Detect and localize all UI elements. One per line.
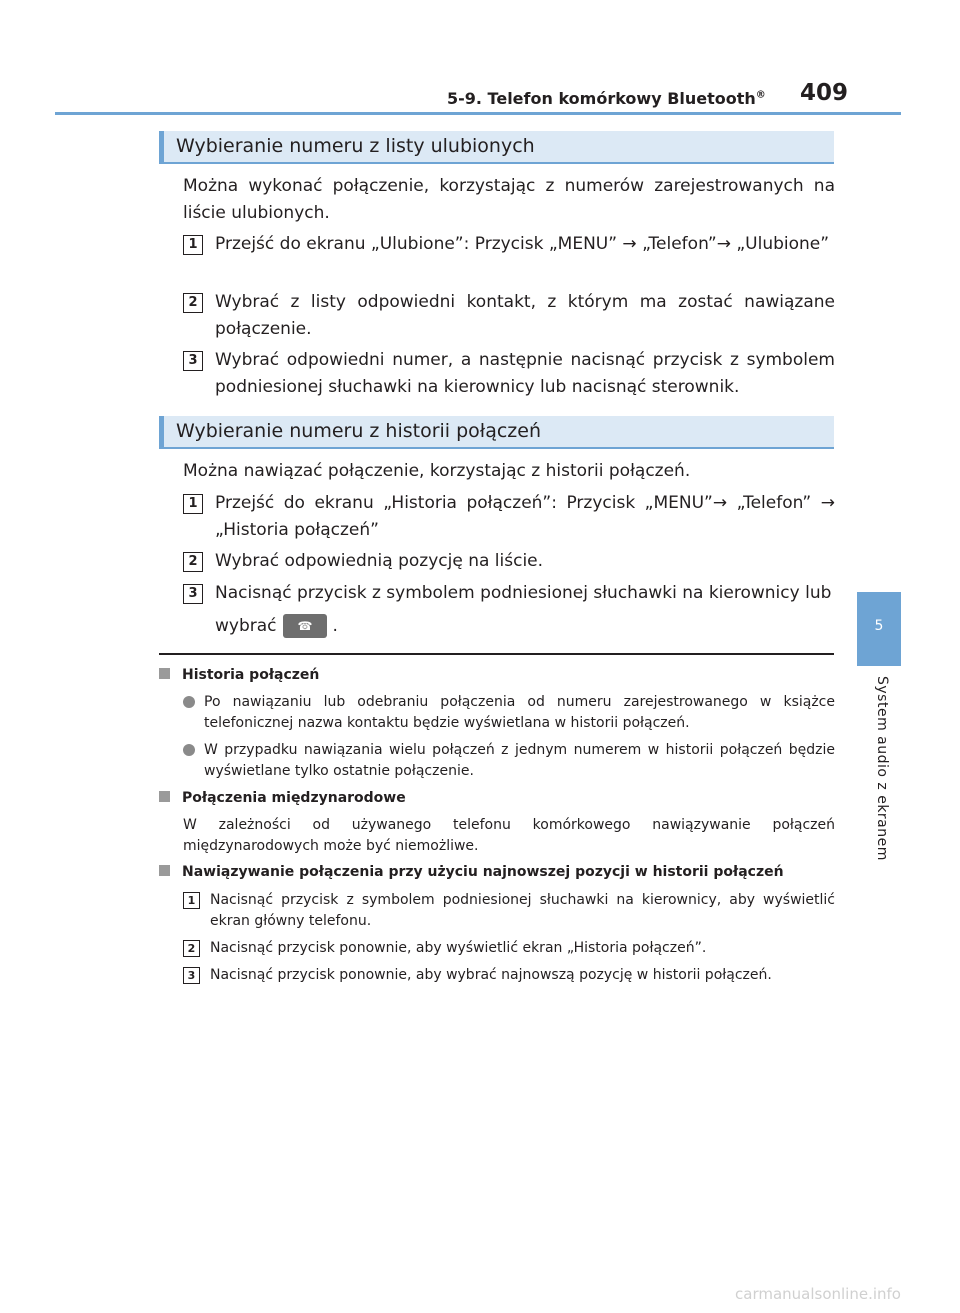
square-bullet-icon: [159, 791, 170, 802]
chapter-title: 5-9. Telefon komórkowy Bluetooth: [447, 89, 756, 108]
chapter-tab: [857, 592, 901, 666]
section1-step-2: [183, 289, 835, 343]
step-text: Nacisnąć przycisk z symbolem podniesionej słuchawki na kierownicy, aby wyświetlić ekran główny telefonu.: [210, 892, 835, 929]
section1-step-1: [183, 231, 835, 258]
note-title: Historia połączeń: [182, 667, 320, 683]
phone-handset-icon: ☎: [283, 614, 327, 638]
note-title: Połączenia międzynarodowe: [182, 790, 406, 806]
chapter-tab-number: 5: [874, 618, 884, 634]
step-text: Nacisnąć przycisk ponownie, aby wyświetlić ekran „Historia połączeń”.: [210, 940, 707, 956]
step-text: [215, 580, 835, 640]
note-heading-international: [159, 790, 406, 806]
step-text-end: .: [332, 616, 338, 636]
square-bullet-icon: [159, 865, 170, 876]
watermark: carmanualsonline.info: [735, 1285, 901, 1303]
bullet-text: W przypadku nawiązania wielu połączeń z jednym numerem w historii połączeń będzie wyświetlane tylko ostatnie połączenie.: [204, 742, 835, 779]
note-recent-step-3: [183, 965, 835, 986]
step-number: 2: [183, 552, 203, 572]
header-divider: [55, 112, 901, 115]
notes-divider: [159, 653, 834, 655]
bullet-text: Po nawiązaniu lub odebraniu połączenia od numeru zarejestrowanego w książce telefonicznej nazwa kontaktu będzie wyświetlana w historii połączeń.: [204, 694, 835, 731]
step-number: 1: [183, 494, 203, 514]
square-bullet-icon: [159, 668, 170, 679]
note-title: Nawiązywanie połączenia przy użyciu najnowszej pozycji w historii połączeń: [182, 864, 784, 880]
step-text-word: wybrać: [215, 616, 277, 636]
section-heading-favorites: Wybieranie numeru z listy ulubionych: [159, 131, 834, 164]
step-number: 2: [183, 940, 200, 957]
section-heading-history: Wybieranie numeru z historii połączeń: [159, 416, 834, 449]
step-text: Wybrać odpowiednią pozycję na liście.: [215, 551, 544, 571]
registered-mark: ®: [755, 89, 766, 101]
running-header: [447, 89, 766, 108]
step-number: 3: [183, 584, 203, 604]
step-text-line2: [215, 613, 338, 640]
section2-step-1: [183, 490, 835, 544]
chapter-tab-label: System audio z ekranem: [874, 676, 890, 861]
section2-intro: Można nawiązać połączenie, korzystając z historii połączeń.: [183, 461, 691, 481]
note-recent-step-1: [183, 890, 835, 932]
step-text-line1: Nacisnąć przycisk z symbolem podniesionej słuchawki na kierownicy lub: [215, 583, 832, 603]
step-number: 3: [183, 351, 203, 371]
note-heading-recent: [159, 864, 784, 880]
step-number: 2: [183, 293, 203, 313]
section1-intro: Można wykonać połączenie, korzystając z numerów zarejestrowanych na liście ulubionych.: [183, 176, 835, 223]
step-number: 1: [183, 892, 200, 909]
step-number: 1: [183, 235, 203, 255]
step-text: Wybrać z listy odpowiedni kontakt, z którym ma zostać nawiązane połączenie.: [215, 292, 835, 339]
section1-step-3: [183, 347, 835, 401]
circle-bullet-icon: [183, 744, 195, 756]
circle-bullet-icon: [183, 696, 195, 708]
note-international-text: W zależności od używanego telefonu komórkowego nawiązywanie połączeń międzynarodowych może być niemożliwe.: [183, 817, 835, 854]
note-recent-step-2: [183, 938, 835, 959]
step-text: Przejść do ekranu „Historia połączeń”: Przycisk „MENU”→ „Telefon” → „Historia połączeń”: [215, 493, 835, 540]
section2-step-3: [183, 580, 835, 640]
note-bullet-2: [183, 740, 835, 782]
step-text: Przejść do ekranu „Ulubione”: Przycisk „MENU” → „Telefon”→ „Ulubione”: [215, 234, 830, 254]
section2-step-2: [183, 548, 835, 575]
step-text: Wybrać odpowiedni numer, a następnie nacisnąć przycisk z symbolem podniesionej słuchawki na kierownicy lub nacisnąć sterownik.: [215, 350, 835, 397]
note-heading-history: [159, 667, 319, 683]
step-number: 3: [183, 967, 200, 984]
step-text: Nacisnąć przycisk ponownie, aby wybrać najnowszą pozycję w historii połączeń.: [210, 967, 772, 983]
page-number: 409: [800, 80, 849, 106]
note-bullet-1: [183, 692, 835, 734]
